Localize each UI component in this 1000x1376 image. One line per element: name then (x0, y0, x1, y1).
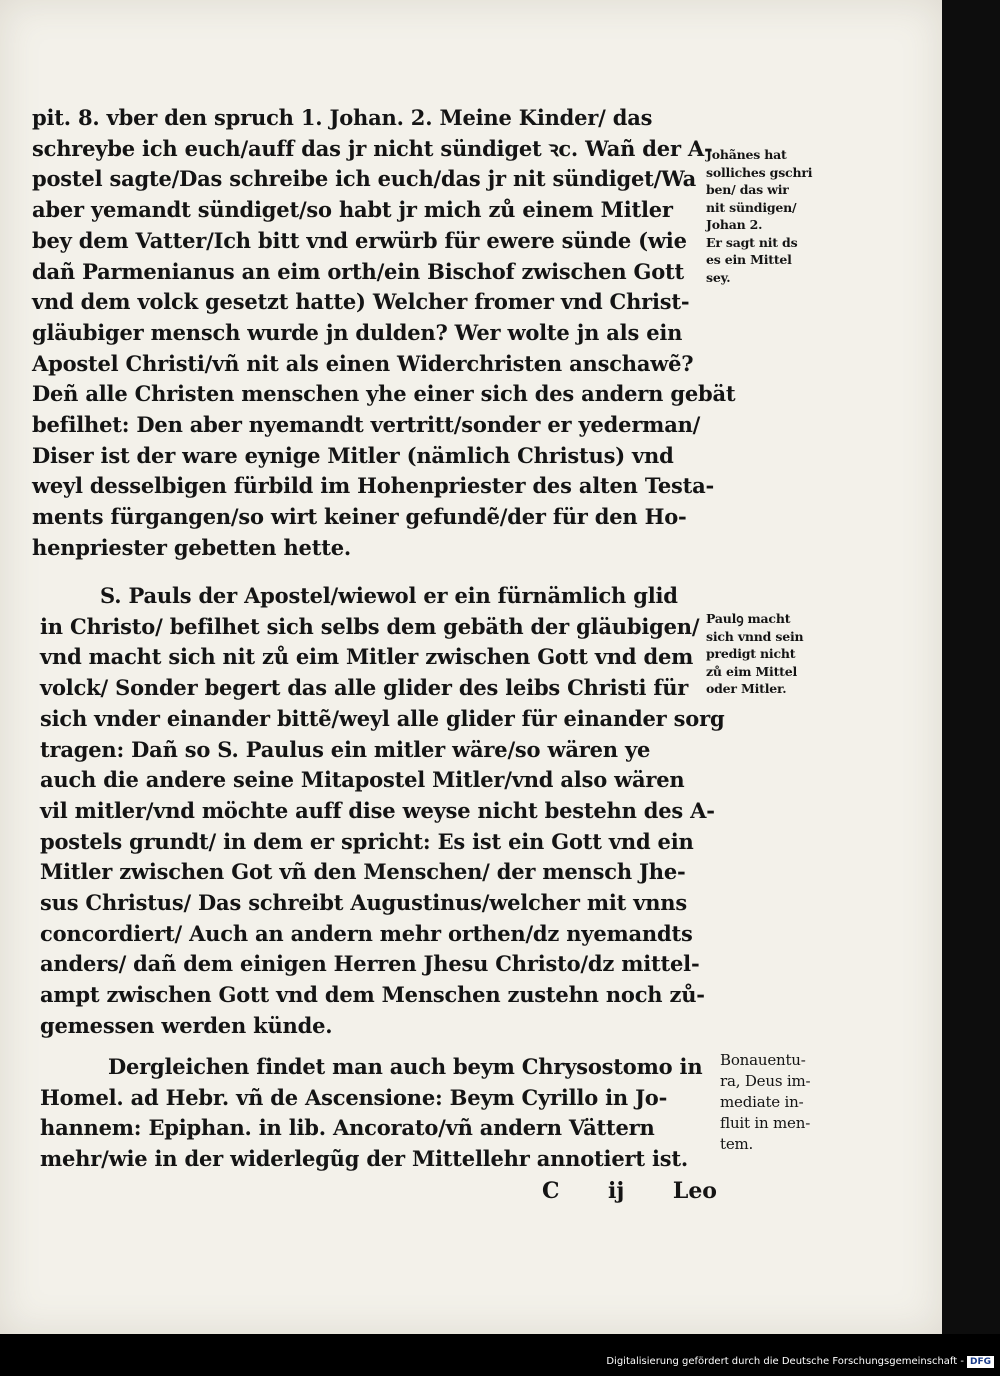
catchword: Leo (672, 1178, 717, 1204)
text-line: volck/ Sonder begert das alle glider des leibs Christi für (40, 675, 689, 701)
text-line: pit. 8. vber den spruch 1. Johan. 2. Meine Kinder/ das (32, 105, 653, 130)
paragraph-3 (40, 1052, 702, 1175)
text-line: aber yemandt sündiget/so habt jr mich zů einem Mitler (32, 197, 673, 223)
text-line: auch die andere seine Mitapostel Mitler/vnd also wären (40, 767, 685, 793)
text-line: anders/ dañ dem einigen Herren Jhesu Christo/dz mittel- (40, 951, 700, 977)
text-line: ampt zwischen Gott vnd dem Menschen zustehn noch zů- (40, 982, 705, 1008)
text-line: Homel. ad Hebr. vñ de Ascensione: Beym Cyrillo in Jo- (40, 1084, 668, 1110)
marginal-note-line: zů eim Mittel (706, 663, 798, 679)
marginal-note-line: Paulꝯ macht (706, 611, 791, 626)
text-line: Apostel Christi/vñ nit als einen Widerchristen anschawẽ? (32, 350, 694, 376)
text-line: vnd dem volck gesetzt hatte) Welcher fromer vnd Christ- (32, 289, 690, 315)
text-line: S. Pauls der Apostel/wiewol er ein fürnämlich glid (100, 583, 678, 608)
text-line: tragen: Dañ so S. Paulus ein mitler wäre/so wären ye (40, 736, 651, 762)
text-line: gemessen werden künde. (40, 1012, 333, 1038)
text-line: henpriester gebetten hette. (32, 534, 351, 560)
text-line: hannem: Epiphan. in lib. Ancorato/vñ andern Vättern (40, 1115, 655, 1141)
text-line: ments fürgangen/so wirt keiner gefundẽ/der für den Ho- (32, 504, 687, 530)
marginal-note-line: nit sündigen/ (706, 199, 797, 215)
text-line: mehr/wie in der widerlegũg der Mittellehr annotiert ist. (40, 1146, 688, 1172)
marginal-note-line: Bonauentu- (720, 1051, 806, 1069)
text-line: in Christo/ befilhet sich selbs dem gebäth der gläubigen/ (40, 613, 700, 639)
text-line: dañ Parmenianus an eim orth/ein Bischof zwischen Gott (32, 258, 685, 284)
text-line: befilhet: Den aber nyemandt vertritt/sonder er yederman/ (32, 412, 701, 438)
marginal-note-line: ra, Deus im- (720, 1072, 811, 1090)
text-line: sich vnder einander bittẽ/weyl alle glider für einander sorg (40, 705, 725, 731)
digitization-credit (0, 1356, 994, 1368)
paragraph-2 (40, 581, 724, 1042)
page-edge-shadow (942, 0, 1000, 1334)
text-line: schreybe ich euch/auff das jr nicht sündiget ꝛc. Wañ der A- (32, 135, 713, 161)
marginal-note-line: sich vnnd sein (706, 628, 804, 644)
text-line: concordiert/ Auch an andern mehr orthen/dz nyemandts (40, 920, 693, 946)
dfg-logo: DFG (967, 1356, 994, 1368)
text-line: vil mitler/vnd möchte auff dise weyse nicht bestehn des A- (40, 797, 715, 823)
text-line: postels grundt/ in dem er spricht: Es ist ein Gott vnd ein (40, 828, 694, 854)
marginal-note-line: mediate in- (720, 1093, 804, 1111)
marginal-note-line: solliches gschri (706, 164, 813, 180)
marginal-note-line: es ein Mittel (706, 252, 792, 267)
marginal-note-line: Johãnes hat (706, 147, 787, 162)
text-line: Diser ist der ware eynige Mitler (nämlich Christus) vnd (32, 442, 674, 468)
paragraph-1 (32, 103, 735, 564)
signature-letter: C (542, 1178, 560, 1204)
text-line: weyl desselbigen fürbild im Hohenpriester des alten Testa- (32, 473, 715, 499)
marginal-note-line: Johan 2. (706, 217, 763, 232)
text-line: postel sagte/Das schreibe ich euch/das jr nit sündiget/Wa (32, 166, 697, 192)
text-line: Dergleichen findet man auch beym Chrysostomo in (108, 1054, 703, 1079)
marginal-note-line: tem. (720, 1135, 754, 1153)
marginal-note-line: predigt nicht (706, 646, 796, 661)
marginal-note-3 (720, 1050, 810, 1155)
marginal-note-line: ben/ das wir (706, 182, 789, 197)
marginal-note-line: Er sagt nit ds (706, 234, 798, 250)
footer-credit-text: Digitalisierung gefördert durch die Deutsche Forschungsgemeinschaft - (606, 1356, 964, 1367)
marginal-note-line: fluit in men- (720, 1114, 811, 1132)
marginal-note-1 (706, 146, 812, 286)
marginal-note-line: sey. (706, 269, 731, 285)
text-line: vnd macht sich nit zů eim Mitler zwischen Gott vnd dem (40, 644, 694, 670)
marginal-note-2 (706, 610, 803, 698)
text-line: sus Christus/ Das schreibt Augustinus/welcher mit vnns (40, 890, 687, 916)
signature-mark (542, 1178, 717, 1204)
text-line: bey dem Vatter/Ich bitt vnd erwürb für ewere sünde (wie (32, 227, 687, 253)
marginal-note-line: oder Mitler. (706, 681, 787, 696)
text-line: Deñ alle Christen menschen yhe einer sich des andern gebät (32, 381, 736, 407)
text-line: Mitler zwischen Got vñ den Menschen/ der mensch Jhe- (40, 859, 686, 885)
signature-number: ij (608, 1178, 625, 1204)
text-line: gläubiger mensch wurde jn dulden? Wer wolte jn als ein (32, 319, 683, 345)
